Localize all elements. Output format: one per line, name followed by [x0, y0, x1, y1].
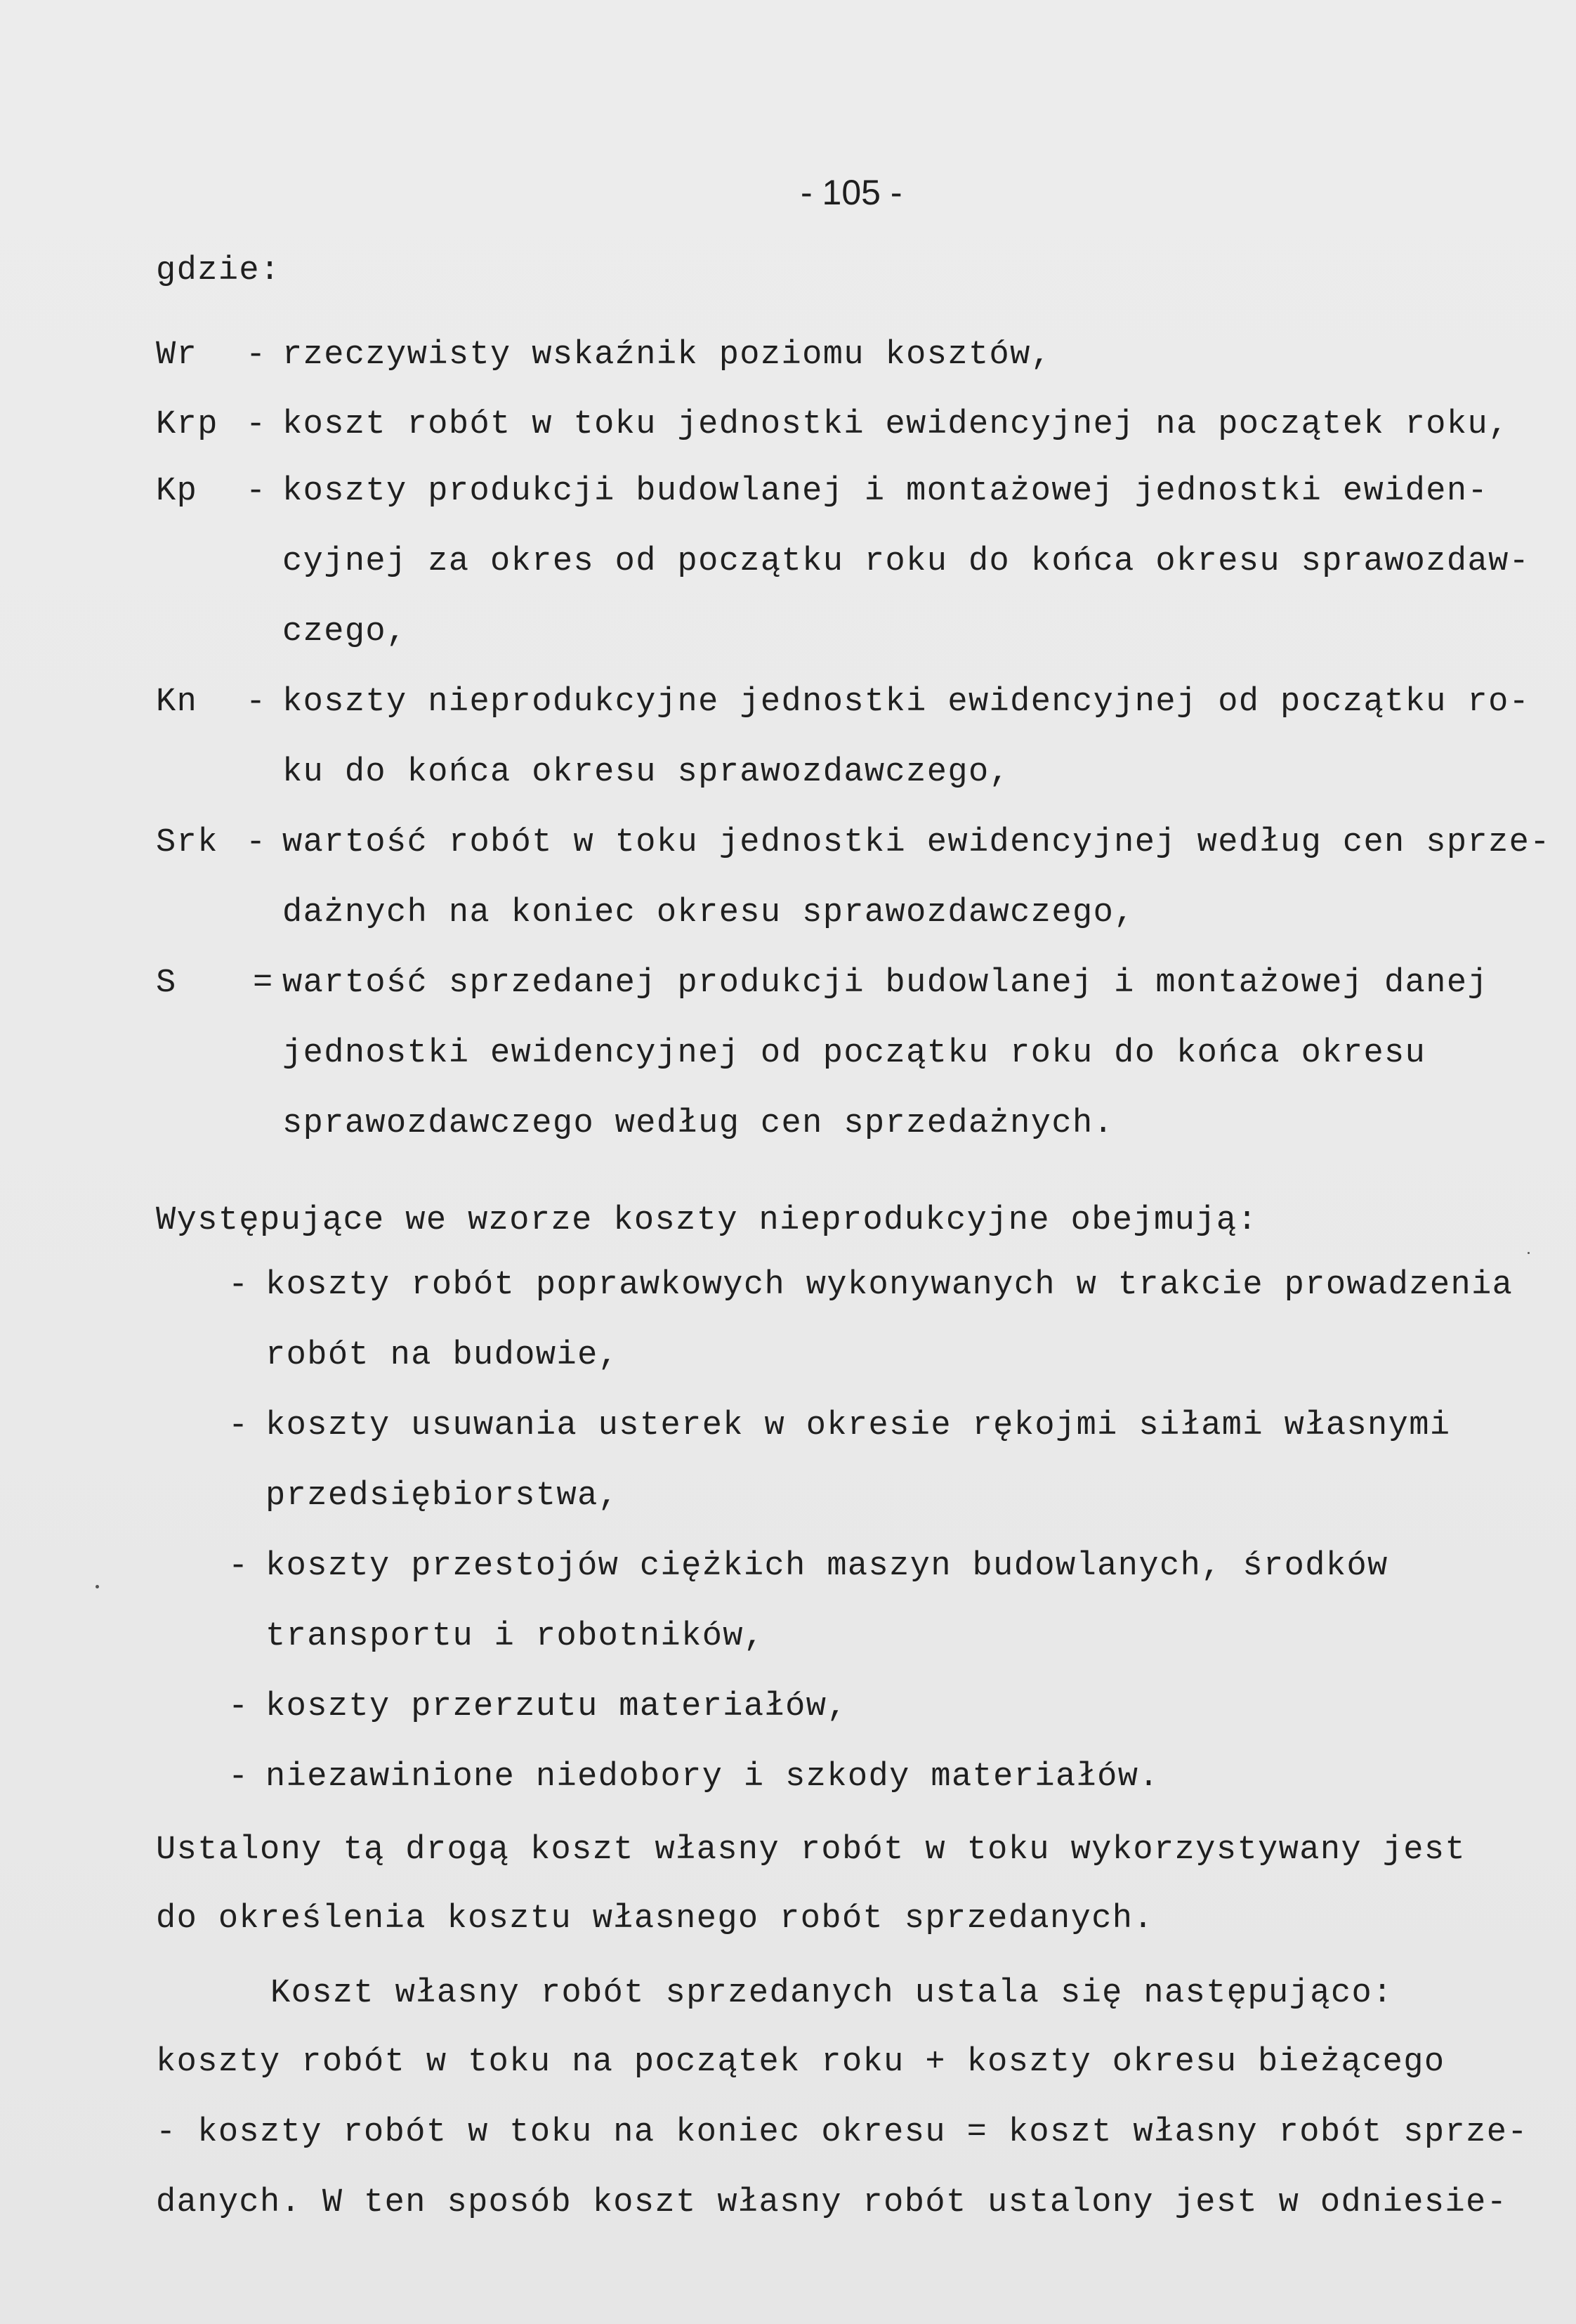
list-intro: Występujące we wzorze koszty nieprodukcyjne obejmują: — [156, 1202, 1259, 1239]
symbol-krp: Krp — [156, 406, 218, 443]
definition-text: rzeczywisty wskaźnik poziomu kosztów, — [282, 337, 1052, 374]
definition-text: koszt robót w toku jednostki ewidencyjnej na początek roku, — [282, 406, 1509, 443]
symbol-srk: Srk — [156, 824, 218, 861]
definition-text: cyjnej za okres od początku roku do końca okresu sprawozdaw- — [282, 543, 1530, 580]
definition-dash: - — [246, 684, 266, 721]
intro-text: gdzie: — [156, 252, 281, 289]
paragraph-line: koszty robót w toku na początek roku + koszty okresu bieżącego — [156, 2044, 1445, 2081]
definition-text: wartość robót w toku jednostki ewidencyjnej według cen sprze- — [282, 824, 1551, 861]
list-item: koszty przestojów ciężkich maszyn budowlanych, środków — [265, 1548, 1388, 1585]
scan-speck — [96, 1585, 99, 1588]
definition-text: wartość sprzedanej produkcji budowlanej i montażowej danej — [282, 965, 1489, 1002]
list-item: transportu i robotników, — [265, 1618, 765, 1655]
symbol-s: S — [156, 965, 177, 1002]
bullet-dash: - — [228, 1758, 249, 1796]
page-number: - 105 - — [801, 173, 902, 212]
definition-text: koszty nieprodukcyjne jednostki ewidencyjnej od początku ro- — [282, 684, 1530, 721]
definition-dash: - — [246, 337, 266, 374]
list-item: przedsiębiorstwa, — [265, 1477, 619, 1515]
symbol-kp: Kp — [156, 473, 198, 510]
definition-dash: - — [246, 824, 266, 861]
list-item: niezawinione niedobory i szkody materiałów. — [265, 1758, 1160, 1796]
scan-speck — [1528, 1252, 1530, 1254]
bullet-dash: - — [228, 1548, 249, 1585]
paragraph-line: do określenia kosztu własnego robót sprzedanych. — [156, 1900, 1155, 1938]
paragraph-line: Koszt własny robót sprzedanych ustala się następująco: — [270, 1975, 1393, 2012]
symbol-wr: Wr — [156, 337, 198, 374]
list-item: koszty przerzutu materiałów, — [265, 1688, 848, 1725]
symbol-kn: Kn — [156, 684, 198, 721]
definition-text: dażnych na koniec okresu sprawozdawczego, — [282, 894, 1135, 932]
bullet-dash: - — [228, 1688, 249, 1725]
paragraph-line: danych. W ten sposób koszt własny robót ustalony jest w odniesie- — [156, 2184, 1508, 2221]
definition-text: koszty produkcji budowlanej i montażowej jednostki ewiden- — [282, 473, 1489, 510]
list-item: koszty usuwania usterek w okresie rękojmi siłami własnymi — [265, 1407, 1451, 1444]
list-item: robót na budowie, — [265, 1337, 619, 1374]
bullet-dash: - — [228, 1407, 249, 1444]
definition-text: ku do końca okresu sprawozdawczego, — [282, 754, 1011, 791]
definition-text: czego, — [282, 613, 407, 651]
definition-dash: - — [246, 406, 266, 443]
definition-text: sprawozdawczego według cen sprzedażnych. — [282, 1105, 1115, 1142]
paragraph-line: Ustalony tą drogą koszt własny robót w toku wykorzystywany jest — [156, 1832, 1466, 1869]
definition-dash: - — [246, 473, 266, 510]
bullet-dash: - — [228, 1267, 249, 1304]
definition-equals: = — [253, 965, 273, 1002]
list-item: koszty robót poprawkowych wykonywanych w trakcie prowadzenia — [265, 1267, 1513, 1304]
definition-text: jednostki ewidencyjnej od początku roku do końca okresu — [282, 1035, 1426, 1072]
paragraph-line: - koszty robót w toku na koniec okresu = koszt własny robót sprze- — [156, 2114, 1528, 2151]
